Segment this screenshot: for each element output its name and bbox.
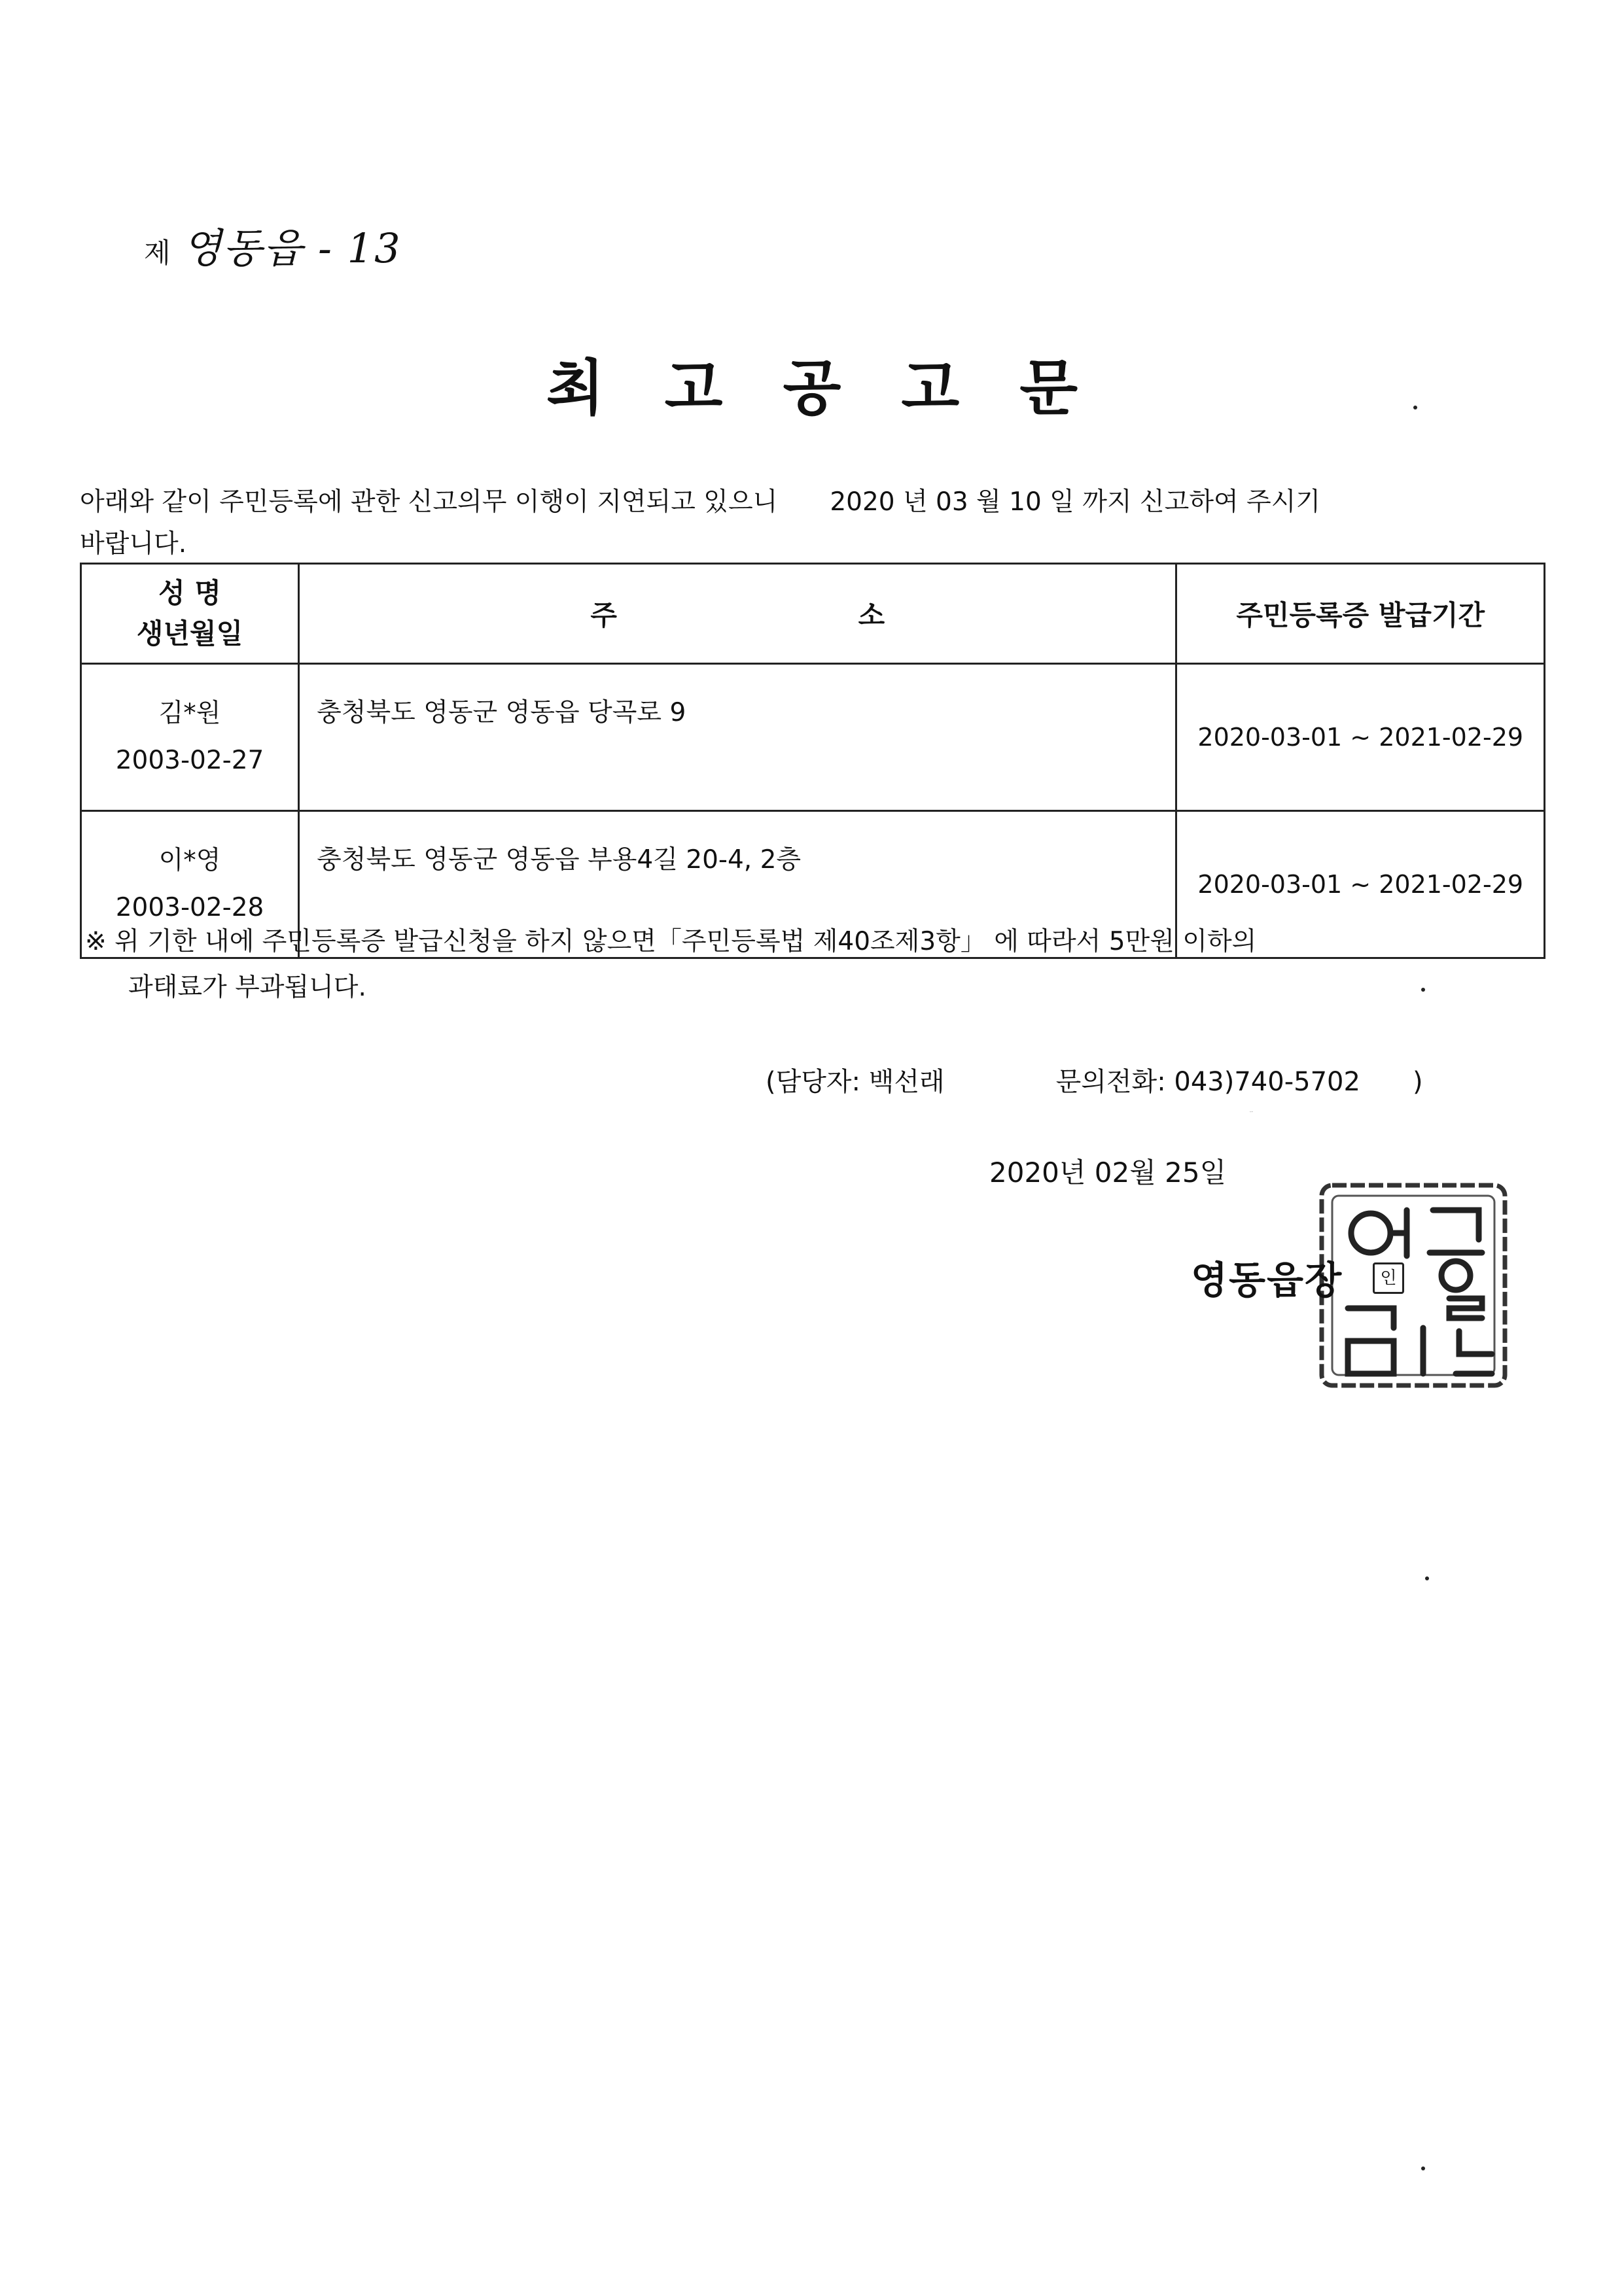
signature-title: 영동읍장 [1191, 1258, 1343, 1302]
document-number [144, 216, 402, 274]
intro-paragraph [80, 481, 1545, 565]
header-address [299, 564, 1176, 664]
scan-speck [1421, 2166, 1425, 2170]
intro-text-2: 바랍니다. [80, 529, 187, 559]
official-seal-icon [1250, 1112, 1511, 1393]
cell-name: 김*원 [158, 699, 221, 728]
contact-phone: 문의전화: 043)740-5702 [1055, 1067, 1360, 1097]
document-number-handwritten: 영동읍 - 13 [182, 224, 402, 272]
cell-name-birth [81, 664, 299, 811]
penalty-line-2: 과태료가 부과됩니다. [128, 973, 366, 1002]
cell-period: 2020-03-01 ~ 2021-02-29 [1176, 664, 1545, 811]
cell-address: 충청북도 영동군 영동읍 당곡로 9 [299, 664, 1176, 811]
penalty-line-1: ※ 위 기한 내에 주민등록증 발급신청을 하지 않으면「주민등록법 제40조제3항」 에 따라서 5만원 이하의 [85, 927, 1257, 956]
intro-deadline: 2020 년 03 월 10 일 까지 신고하여 주시기 [830, 487, 1321, 517]
header-address-right: 소 [858, 599, 885, 631]
document-number-prefix: 제 [144, 237, 171, 269]
cell-birth: 2003-02-28 [115, 893, 264, 922]
cell-address: 충청북도 영동군 영동읍 부용4길 20-4, 2층 [299, 811, 1176, 958]
header-address-left: 주 [590, 599, 617, 631]
seal-mark: 인 [1373, 1262, 1404, 1294]
cell-birth: 2003-02-27 [115, 746, 264, 775]
intro-text-1: 아래와 같이 주민등록에 관한 신고의무 이행이 지연되고 있으니 [80, 487, 778, 517]
penalty-notice [85, 919, 1551, 1011]
table-row [81, 664, 1545, 811]
seal-text: 영동읍장인 [1250, 1112, 1253, 1113]
page-title: 최고공고문 [546, 353, 1139, 423]
contact-close: ) [1412, 1067, 1423, 1097]
header-period: 주민등록증 발급기간 [1176, 564, 1545, 664]
header-name-birth [81, 564, 299, 664]
header-name: 성 명 [158, 577, 221, 609]
notice-table [80, 563, 1545, 959]
scan-speck [1425, 1576, 1429, 1580]
table-header-row [81, 564, 1545, 664]
cell-period: 2020-03-01 ~ 2021-02-29 [1176, 811, 1545, 958]
scan-speck [1413, 406, 1417, 409]
scan-speck [1421, 988, 1425, 992]
contact-info [766, 1061, 1423, 1098]
contact-manager: (담당자: 백선래 [766, 1067, 945, 1097]
issue-date: 2020년 02월 25일 [989, 1157, 1227, 1189]
header-birth: 생년월일 [136, 617, 243, 650]
cell-name: 이*영 [158, 846, 221, 875]
